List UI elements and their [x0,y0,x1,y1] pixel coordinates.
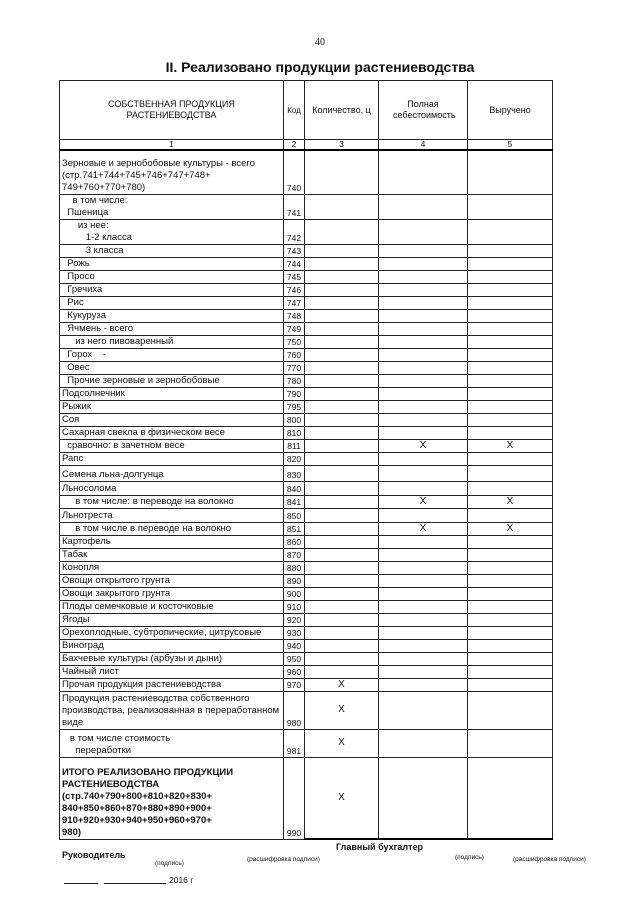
row-name: сравочно: в зачетном весе [60,439,284,452]
row-name: Ягоды [60,613,284,626]
table-row [60,678,553,691]
row-cost [379,600,468,613]
section-title: II. Реализовано продукции растениеводства [165,59,475,75]
row-code: 770 [284,361,305,374]
date-month-line [104,883,166,884]
row-cost: X [379,439,468,452]
row-revenue [468,574,553,587]
row-revenue [468,626,553,639]
row-name: Подсолнечник [60,387,284,400]
table-row [60,219,553,244]
row-qty [305,426,379,439]
row-code: 820 [284,452,305,465]
table-row [60,508,553,522]
row-cost [379,452,468,465]
table-row [60,400,553,413]
row-cost [379,691,468,729]
table-row [60,548,553,561]
row-cost [379,426,468,439]
row-revenue [468,561,553,574]
row-cost [379,535,468,548]
row-code: 795 [284,400,305,413]
row-qty [305,613,379,626]
row-code: 740 [284,150,305,194]
table-row [60,194,553,219]
row-revenue [468,270,553,283]
row-qty [305,283,379,296]
row-revenue [468,639,553,652]
row-qty [305,244,379,257]
row-code: 746 [284,283,305,296]
row-revenue [468,678,553,691]
row-qty [305,348,379,361]
row-name: Рыжик [60,400,284,413]
column-number-row [60,140,553,151]
row-qty [305,574,379,587]
row-qty [305,452,379,465]
row-code: 850 [284,508,305,522]
decoding-caption-2: (расшифровка подписи) [513,856,586,863]
row-cost [379,270,468,283]
row-code: 750 [284,335,305,348]
row-revenue [468,535,553,548]
row-name: Табак [60,548,284,561]
row-revenue [468,387,553,400]
row-qty [305,413,379,426]
row-code: 890 [284,574,305,587]
row-revenue [468,413,553,426]
table-row [60,665,553,678]
row-code: 745 [284,270,305,283]
row-revenue [468,600,553,613]
row-qty [305,535,379,548]
row-cost [379,400,468,413]
row-code: 940 [284,639,305,652]
row-revenue [468,613,553,626]
row-code: 990 [284,757,305,839]
row-revenue: X [468,439,553,452]
row-cost [379,244,468,257]
header-revenue: Выручено [468,81,553,140]
row-cost [379,374,468,387]
table-row [60,244,553,257]
row-code: 860 [284,535,305,548]
table-row [60,309,553,322]
row-cost [379,465,468,481]
row-name: Прочие зерновые и зернобобовые [60,374,284,387]
row-qty [305,322,379,335]
row-name: Льносолома [60,481,284,495]
row-name: Овощи открытого грунта [60,574,284,587]
table-row [60,413,553,426]
row-qty [305,652,379,665]
chief-accountant-label: Главный бухгалтер [336,842,424,852]
row-qty [305,296,379,309]
row-code: 920 [284,613,305,626]
row-cost [379,348,468,361]
row-name: Конопля [60,561,284,574]
column-number: 2 [284,140,305,151]
row-code: 749 [284,322,305,335]
row-code: 900 [284,587,305,600]
row-cost [379,626,468,639]
row-revenue [468,587,553,600]
row-code: 741 [284,194,305,219]
row-code: 810 [284,426,305,439]
table-row [60,613,553,626]
row-name: Зерновые и зернобобовые культуры - всего (стр.741+744+745+746+747+748+ 749+760+770+780) [60,150,284,194]
table-row [60,426,553,439]
row-name: ИТОГО РЕАЛИЗОВАНО ПРОДУКЦИИ РАСТЕНИЕВОДСТВА (стр.740+790+800+810+820+830+ 840+850+860+870+880+890+900+ 910+920+930+940+950+960+970+ 980) [60,757,284,839]
row-name: из нее: 1-2 класса [60,219,284,244]
table-row [60,574,553,587]
table-row [60,639,553,652]
row-code: 930 [284,626,305,639]
row-name: Горох - [60,348,284,361]
row-name: 3 класса [60,244,284,257]
table-row [60,387,553,400]
row-revenue [468,757,553,839]
table-row [60,600,553,613]
row-name: Картофель [60,535,284,548]
row-name: Плоды семечковые и косточковые [60,600,284,613]
table-row [60,495,553,508]
row-qty [305,439,379,452]
row-revenue: X [468,522,553,535]
row-qty [305,374,379,387]
row-name: Ячмень - всего [60,322,284,335]
row-code: 748 [284,309,305,322]
row-cost [379,587,468,600]
row-revenue [468,729,553,757]
row-qty [305,194,379,219]
row-name: из него пивоваренный [60,335,284,348]
row-qty [305,400,379,413]
row-qty [305,639,379,652]
row-revenue [468,150,553,194]
row-cost [379,678,468,691]
row-name: Овощи закрытого грунта [60,587,284,600]
row-code: 780 [284,374,305,387]
row-cost [379,219,468,244]
column-number: 3 [305,140,379,151]
row-code: 742 [284,219,305,244]
row-qty [305,309,379,322]
row-qty [305,665,379,678]
row-name: Прочая продукция растениеводства [60,678,284,691]
table-row [60,729,553,757]
table-row [60,757,553,839]
row-code: 950 [284,652,305,665]
header-cost: Полная себестоимость [379,81,468,140]
signature-caption-1: (подпись) [155,860,184,867]
row-cost [379,194,468,219]
date-year: 2016 г [169,875,194,885]
row-revenue [468,219,553,244]
table-row [60,587,553,600]
row-code: 960 [284,665,305,678]
table-row [60,335,553,348]
row-code: 870 [284,548,305,561]
row-code: 744 [284,257,305,270]
row-code: 880 [284,561,305,574]
row-qty [305,387,379,400]
row-revenue [468,452,553,465]
row-qty [305,587,379,600]
row-qty [305,600,379,613]
header-code: Код [284,81,305,140]
table-row [60,626,553,639]
table-row [60,691,553,729]
row-code: 970 [284,678,305,691]
row-cost [379,413,468,426]
row-qty [305,465,379,481]
table-row [60,150,553,194]
row-name: Орехоплодные, субтропические, цитрусовые [60,626,284,639]
row-revenue [468,374,553,387]
row-qty [305,548,379,561]
row-name: в том числе в переводе на волокно [60,522,284,535]
row-qty [305,561,379,574]
row-qty: X [305,729,379,757]
table-row [60,348,553,361]
row-qty: X [305,678,379,691]
table-row [60,465,553,481]
table-row [60,296,553,309]
row-code: 811 [284,439,305,452]
row-name: Соя [60,413,284,426]
row-cost [379,283,468,296]
row-name: Гречиха [60,283,284,296]
row-code: 840 [284,481,305,495]
row-revenue [468,465,553,481]
column-number: 1 [60,140,284,151]
row-cost [379,481,468,495]
row-cost [379,639,468,652]
row-code: 790 [284,387,305,400]
row-revenue [468,322,553,335]
row-name: в том числе: в переводе на волокно [60,495,284,508]
row-code: 830 [284,465,305,481]
row-cost: X [379,495,468,508]
row-cost [379,296,468,309]
date-day-line [64,883,98,884]
row-qty [305,335,379,348]
row-cost [379,257,468,270]
table-row [60,361,553,374]
row-revenue [468,400,553,413]
table-row [60,374,553,387]
row-qty [305,361,379,374]
row-qty [305,481,379,495]
row-name: Семена льна-долгунца [60,465,284,481]
sales-table [59,80,553,840]
row-name: Кукуруза [60,309,284,322]
row-code: 800 [284,413,305,426]
row-qty [305,508,379,522]
row-code: 981 [284,729,305,757]
row-code: 910 [284,600,305,613]
row-name: Просо [60,270,284,283]
row-cost [379,729,468,757]
row-revenue [468,348,553,361]
row-cost [379,309,468,322]
row-cost [379,335,468,348]
row-revenue [468,665,553,678]
row-qty [305,522,379,535]
table-row [60,481,553,495]
row-name: Виноград [60,639,284,652]
row-name: Чайный лист [60,665,284,678]
column-number: 4 [379,140,468,151]
table-body [60,150,553,839]
row-cost [379,757,468,839]
table-row [60,257,553,270]
row-name: Льнотреста [60,508,284,522]
table-row [60,535,553,548]
row-revenue [468,283,553,296]
row-qty [305,219,379,244]
row-name: Рожь [60,257,284,270]
row-name: Бахчевые культуры (арбузы и дыни) [60,652,284,665]
row-qty [305,270,379,283]
row-cost [379,561,468,574]
row-revenue [468,691,553,729]
row-revenue [468,257,553,270]
row-cost [379,652,468,665]
table-row [60,270,553,283]
table-row [60,561,553,574]
row-code: 841 [284,495,305,508]
row-code: 760 [284,348,305,361]
row-revenue [468,244,553,257]
row-code: 747 [284,296,305,309]
page-number: 40 [315,37,325,48]
row-name: Рис [60,296,284,309]
row-cost [379,548,468,561]
row-name: Овес [60,361,284,374]
row-cost [379,508,468,522]
header-name: СОБСТВЕННАЯ ПРОДУКЦИЯ РАСТЕНИЕВОДСТВА [60,81,284,140]
table-row [60,439,553,452]
row-cost [379,150,468,194]
row-name: Продукция растениеводства собственного производства, реализованная в переработанном виде [60,691,284,729]
row-revenue [468,335,553,348]
row-revenue [468,296,553,309]
row-qty: X [305,691,379,729]
row-revenue [468,194,553,219]
row-cost: X [379,522,468,535]
row-cost [379,665,468,678]
row-name: в том числе стоимость переработки [60,729,284,757]
signature-caption-2: (подпись) [455,854,484,861]
row-revenue [468,426,553,439]
row-qty [305,626,379,639]
row-revenue [468,309,553,322]
head-label: Руководитель [62,850,126,860]
table-row [60,283,553,296]
table-row [60,652,553,665]
header-row [60,81,553,140]
row-qty [305,150,379,194]
table-row [60,322,553,335]
row-cost [379,613,468,626]
header-qty: Количество, ц [305,81,379,140]
row-cost [379,387,468,400]
row-qty: X [305,757,379,839]
row-code: 980 [284,691,305,729]
decoding-caption-1: (расшифровка подписи) [247,856,320,863]
table-row [60,522,553,535]
row-cost [379,361,468,374]
row-revenue [468,361,553,374]
row-name: Сахарная свекла в физическом весе [60,426,284,439]
row-revenue [468,481,553,495]
table-row [60,452,553,465]
row-name: в том числе: Пшеница [60,194,284,219]
row-qty [305,257,379,270]
row-revenue [468,652,553,665]
column-number: 5 [468,140,553,151]
row-code: 743 [284,244,305,257]
row-revenue: X [468,495,553,508]
row-cost [379,322,468,335]
row-revenue [468,508,553,522]
row-name: Рапс [60,452,284,465]
row-code: 851 [284,522,305,535]
row-cost [379,574,468,587]
row-revenue [468,548,553,561]
row-qty [305,495,379,508]
